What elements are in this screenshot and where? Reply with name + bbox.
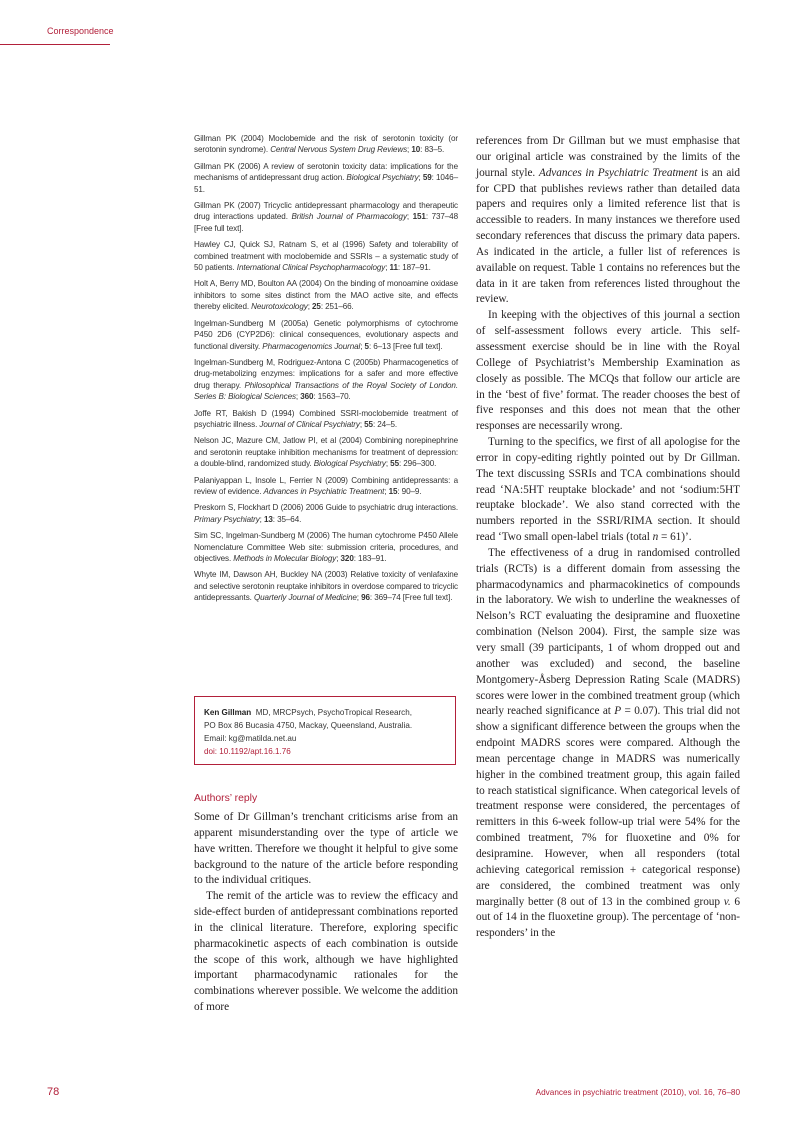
- reference-main: Gillman PK (2007) Tricyclic antidepressant pharmacology and therapeutic drug interactions updated.: [194, 201, 458, 222]
- reference-pages: : 6–13 [Free full text].: [368, 341, 443, 351]
- reference-item: Gillman PK (2006) A review of serotonin toxicity data: implications for the mechanisms of antidepressant drug action. Biological Psychiatry; 59: 1046–51.: [194, 161, 458, 194]
- paragraph-5-text: The effectiveness of a drug in randomised controlled trials (RCTs) is a different domain from assessing the pharmacodynamics and pharmacokinetics of compounds in the laboratory. We wish to underline the weaknesses of Nelson’s RCT evaluating the desipramine and fluoxetine combination (Nelson 2004). First, the sample size was very small (39 participants, 1 of whom dropped out and another was excluded) and second, the baseline Montgomery-Åsberg Depression Rating Scale (MADRS) scores were lower in the combined treatment group (which nearly reached significance at: [476, 546, 740, 718]
- reference-pages: : 183–91.: [353, 554, 387, 563]
- author-line: [204, 706, 446, 719]
- reference-volume: 360: [300, 392, 314, 402]
- author-doi[interactable]: doi: 10.1192/apt.16.1.76: [204, 747, 291, 756]
- reference-item: Gillman PK (2004) Moclobemide and the risk of serotonin toxicity (or serotonin syndrome). Central Nervous System Drug Reviews; 10: 83–5.: [194, 134, 458, 155]
- reference-item: Nelson JC, Mazure CM, Jatlow PI, et al (2004) Combining norepinephrine and serotonin reuptake inhibition mechanisms for treatment of depression: a double-blind, randomized study. Biological Psychiatry; 55: 296–300.: [194, 436, 458, 469]
- reference-volume: 15: [388, 486, 398, 496]
- paragraph-2-continued: [476, 134, 740, 308]
- reply-heading: Authors’ reply: [194, 793, 258, 804]
- reference-pages: : 1563–70.: [313, 392, 351, 402]
- reference-volume: 25: [312, 302, 321, 312]
- reference-volume: 55: [390, 459, 399, 469]
- reference-pages: : 369–74 [Free full text].: [369, 593, 453, 603]
- body-column-right: [476, 134, 740, 942]
- reference-journal: Philosophical Transactions of the Royal Society of London. Series B: Biological Sciences: [194, 380, 458, 402]
- reference-journal: Methods in Molecular Biology: [233, 554, 337, 563]
- reference-item: Palaniyappan L, Insole L, Ferrier N (2009) Combining antidepressants: a review of evidence. Advances in Psychiatric Treatment; 15: 90–9.: [194, 475, 458, 496]
- reference-journal: British Journal of Pharmacology: [291, 212, 407, 222]
- reference-main: Nelson JC, Mazure CM, Jatlow PI, et al (2004) Combining norepinephrine and serotonin reuptake inhibition mechanisms for treatment of depression: a double-blind, randomized study.: [194, 436, 458, 469]
- reference-volume: 55: [364, 419, 373, 429]
- reference-pages: : 737–48 [Free full text].: [194, 212, 458, 233]
- reference-pages: : 1046–51.: [194, 173, 458, 194]
- paragraph-5-mid: = 0.07). This trial did not show a significant difference between the groups when the endpoint MADRS scores were compared. Although the mean percentage change in MADRS was numerically higher in the combined treatment group, this again failed to reach statistical significance. When categorical levels of treatment response were considered, the percentages of remitters in this 6-week follow-up trial were 54% for the combined treatment, 7% for fluoxetine and 0% for desipramine. However, when all responders (total achieving categorical remission + categorical response) are considered, the combined treatment was only marginally better (8 out of 13 in the combined group: [476, 705, 740, 908]
- reference-volume: 59: [422, 173, 432, 183]
- reference-main: Ingelman-Sundberg M, Rodriguez-Antona C (2005b) Pharmacogenetics of drug-metabolizing enzymes: implications for a safer and more effective drug therapy.: [194, 357, 458, 390]
- author-address: PO Box 86 Bucasia 4750, Mackay, Queensland, Australia.: [204, 721, 413, 730]
- reference-main: Sim SC, Ingelman-Sundberg M (2006) The human cytochrome P450 Allele Nomenclature Committee Web site: submission criteria, procedures, and objectives.: [194, 531, 458, 563]
- reference-pages: : 90–9.: [397, 486, 422, 496]
- paragraph-5-end: 6 out of 14 in the fluoxetine group). The percentage of ‘non-responders’ in the: [476, 895, 740, 940]
- author-email[interactable]: Email: kg@matilda.net.au: [204, 734, 297, 743]
- reference-main: Hawley CJ, Quick SJ, Ratnam S, et al (1996) Safety and tolerability of combined treatment with moclobemide and SSRIs – a systematic study of 50 patients.: [194, 240, 458, 273]
- author-name: Ken Gillman: [204, 708, 252, 717]
- reference-item: Sim SC, Ingelman-Sundberg M (2006) The human cytochrome P450 Allele Nomenclature Committee Web site: submission criteria, procedures, and objectives. Methods in Molecular Biology; 320: 183–91.: [194, 531, 458, 563]
- paragraph-3: In keeping with the objectives of this journal a section of self-assessment follows every article. This self-assessment exercise should be in line with the Royal College of Psychiatrist’s Membership Examination as closely as possible. The MCQs that follow our article are in the ‘best of five’ format. The reader chooses the best of five responses and this does not mean that the other responses are necessarily wrong.: [476, 309, 740, 433]
- reference-item: Holt A, Berry MD, Boulton AA (2004) On the binding of monoamine oxidase inhibitors to some sites distinct from the MAO active site, and effects thereby elicited. Neurotoxicology; 25: 251–66.: [194, 279, 458, 312]
- reference-journal: Biological Psychiatry: [346, 173, 419, 183]
- paragraph-5-p: P: [614, 705, 622, 718]
- reference-volume: 96: [361, 593, 370, 603]
- reference-volume: 13: [263, 514, 273, 524]
- reference-journal: Advances in Psychiatric Treatment: [263, 486, 385, 496]
- reference-item: Whyte IM, Dawson AH, Buckley NA (2003) Relative toxicity of venlafaxine and selective serotonin reuptake inhibitors in overdose compared to tricyclic antidepressants. Quarterly Journal of Medicine; 96: 369–74 [Free full text].: [194, 570, 458, 603]
- reference-pages: : 251–66.: [320, 302, 354, 312]
- paragraph-1: Some of Dr Gillman’s trenchant criticisms arise from an apparent misunderstanding over the type of article we have written. Therefore we thought it helpful to give some background to the nature of the article before responding to the individual critiques.: [194, 811, 458, 887]
- author-box: [194, 696, 456, 765]
- reference-main: Gillman PK (2004) Moclobemide and the risk of serotonin toxicity (or serotonin syndrome).: [194, 134, 458, 155]
- reference-main: Holt A, Berry MD, Boulton AA (2004) On the binding of monoamine oxidase inhibitors to some sites distinct from the MAO active site, and effects thereby elicited.: [194, 279, 458, 312]
- paragraph-2-end: is an aid for CPD that publishes reviews rather than detailed data papers and requires only a limited reference list that is accessible to readers. In many instances we therefore used secondary references that discuss the primary data papers. As indicated in the article, a fuller list of references is available on request. Table 1 contains no references but the data in it are taken from references listed throughout the review.: [476, 166, 740, 306]
- paragraph-4-end: = 61)’.: [658, 531, 692, 544]
- reference-journal: Neurotoxicology: [251, 302, 308, 312]
- reference-volume: 10: [411, 145, 421, 155]
- reference-main: Whyte IM, Dawson AH, Buckley NA (2003) Relative toxicity of venlafaxine and selective serotonin reuptake inhibitors in overdose compared to tricyclic antidepressants.: [194, 570, 458, 603]
- reference-main: Gillman PK (2006) A review of serotonin toxicity data: implications for the mechanisms of antidepressant drug action.: [194, 161, 458, 183]
- paragraph-2-start: The remit of the article was to review the efficacy and side-effect burden of antidepressant combinations reported in the clinical literature. Therefore, exploring specific pharmacokinetic aspects of each combination is outside the scope of this work, although we have highlighted important pharmacodynamic rationales for the combinations wherever possible. We welcome the addition of more: [194, 890, 458, 1014]
- reference-pages: : 296–300.: [398, 459, 437, 469]
- paragraph-4-n: n: [652, 531, 659, 544]
- reference-item: Joffe RT, Bakish D (1994) Combined SSRI-moclobemide treatment of psychiatric illness. Journal of Clinical Psychiatry; 55: 24–5.: [194, 408, 458, 429]
- reference-item: Preskorn S, Flockhart D (2006) 2006 Guide to psychiatric drug interactions. Primary Psychiatry; 13: 35–64.: [194, 503, 458, 524]
- reference-item: Ingelman-Sundberg M, Rodriguez-Antona C (2005b) Pharmacogenetics of drug-metabolizing enzymes: implications for a safer and more effective drug therapy. Philosophical Transactions of the Royal Society of London. Series B: Biological Sciences; 360: 1563–70.: [194, 357, 458, 402]
- reference-pages: : 187–91.: [397, 263, 431, 273]
- reference-volume: 151: [412, 212, 426, 222]
- paragraph-4-text: Turning to the specifics, we first of all apologise for the error in copy-editing rightly pointed out by Dr Gillman. The text discussing SSRIs and TCA combinations should read ‘NA:5HT reuptake blockade’ and not ‘sodium:5HT reuptake blockade’. We also stand corrected with the numbers reported in the SSRI/RIMA section. It should read ‘Two small open-label trials (total: [476, 436, 740, 544]
- reference-main: Preskorn S, Flockhart D (2006) 2006 Guide to psychiatric drug interactions.: [194, 503, 458, 513]
- page-number: 78: [47, 1086, 60, 1098]
- body-column-left: [194, 810, 458, 1016]
- paragraph-4: [476, 435, 740, 546]
- reference-pages: : 83–5.: [420, 145, 445, 155]
- paragraph-5: [476, 546, 740, 942]
- reference-main: Ingelman-Sundberg M (2005a) Genetic polymorphisms of cytochrome P450 2D6 (CYP2D6): clinical consequences, evolutionary aspects and functional diversity.: [194, 318, 458, 351]
- reference-main: Palaniyappan L, Insole L, Ferrier N (2009) Combining antidepressants: a review of evidence.: [194, 475, 458, 496]
- reference-journal: Quarterly Journal of Medicine: [253, 593, 357, 603]
- reference-item: Hawley CJ, Quick SJ, Ratnam S, et al (1996) Safety and tolerability of combined treatment with moclobemide and SSRIs – a systematic study of 50 patients. International Clinical Psychopharmacology; 11: 187–91.: [194, 240, 458, 273]
- reference-journal: Biological Psychiatry: [313, 459, 386, 469]
- journal-citation: Advances in psychiatric treatment (2010), vol. 16, 76–80: [535, 1088, 740, 1097]
- reference-pages: : 24–5.: [372, 419, 398, 429]
- reference-main: Joffe RT, Bakish D (1994) Combined SSRI-moclobemide treatment of psychiatric illness.: [194, 408, 458, 429]
- reference-volume: 11: [389, 263, 398, 273]
- paragraph-2-tail: references from Dr Gillman but we must emphasise that our original article was constrained by the limits of the journal style.: [476, 135, 740, 179]
- reference-pages: : 35–64.: [272, 514, 302, 524]
- reference-journal: Journal of Clinical Psychiatry: [259, 419, 360, 429]
- reference-list: [194, 133, 458, 609]
- reference-journal: Central Nervous System Drug Reviews: [270, 145, 408, 155]
- section-label: Correspondence: [47, 26, 114, 36]
- reference-journal: Pharmacogenomics Journal: [262, 341, 361, 351]
- journal-title-italic: Advances in Psychiatric Treatment: [538, 166, 698, 179]
- reference-item: Gillman PK (2007) Tricyclic antidepressant pharmacology and therapeutic drug interactions updated. British Journal of Pharmacology; 151: 737–48 [Free full text].: [194, 201, 458, 233]
- reference-volume: 5: [364, 341, 369, 351]
- author-credentials: MD, MRCPsych, PsychoTropical Research,: [255, 708, 412, 717]
- reference-volume: 320: [340, 554, 354, 563]
- reference-journal: International Clinical Psychopharmacology: [236, 263, 386, 273]
- paragraph-5-v: v.: [723, 895, 731, 908]
- header-rule: [0, 44, 110, 45]
- reference-journal: Primary Psychiatry: [194, 514, 260, 524]
- reference-item: Ingelman-Sundberg M (2005a) Genetic polymorphisms of cytochrome P450 2D6 (CYP2D6): clinical consequences, evolutionary aspects and functional diversity. Pharmacogenomics Journal; 5: 6–13 [Free full text].: [194, 318, 458, 351]
